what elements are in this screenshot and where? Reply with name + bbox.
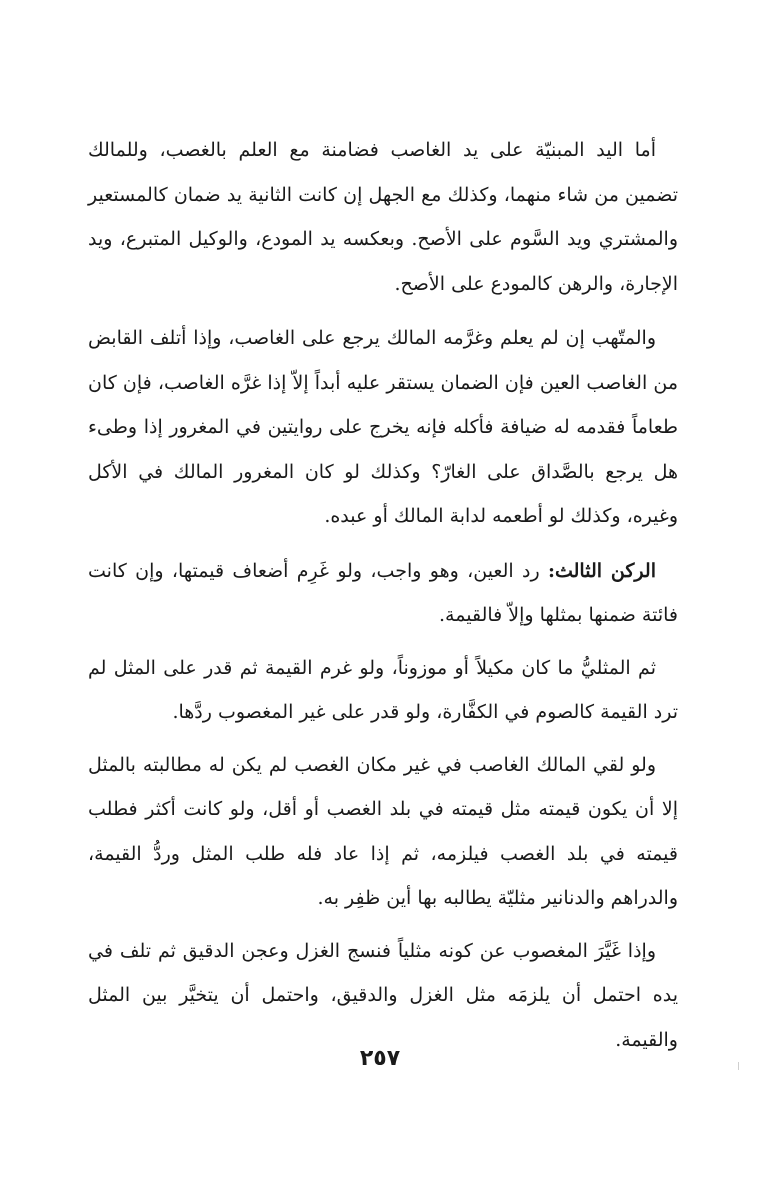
paragraph-1 (88, 128, 678, 306)
paragraph-1-text: أما اليد المبنيّة على يد الغاصب فضامنة مع العلم بالغصب، وللمالك تضمين من شاء منهما، وكذلك مع الجهل إن كانت الثانية يد ضمان كالمستعير والمشتري ويد السَّوم على الأصح. وبعكسه يد المودع، والوكيل المتبرع، ويد الإجارة، والرهن كالمودع على الأصح. (88, 139, 678, 295)
paragraph-2 (88, 316, 678, 539)
paragraph-4-text: ثم المثليُّ ما كان مكيلاً أو موزوناً، ولو غرم القيمة ثم قدر على المثل لم ترد القيمة كالصوم في الكفَّارة، ولو قدر على غير المغصوب ردَّها. (88, 656, 678, 723)
paragraph-3-text: رد العين، وهو واجب، ولو غَرِم أضعاف قيمتها، وإن كانت فائتة ضمنها بمثلها وإلاّ فالقيمة. (88, 559, 678, 626)
paragraph-3 (88, 549, 678, 638)
margin-mark (738, 1062, 739, 1070)
paragraph-6 (88, 929, 678, 1063)
paragraph-2-text: والمتّهب إن لم يعلم وغرَّمه المالك يرجع على الغاصب، وإذا أتلف القابض من الغاصب العين فإن الضمان يستقر عليه أبداً إلاّ إذا غرَّه الغاصب، فإن كان طعاماً فقدمه له ضيافة فأكله فإنه يخرج على روايتين في المغرور إذا وطىء هل يرجع بالصَّداق على الغارّ؟ وكذلك لو كان المغرور المالك في الأكل وغيره، وكذلك لو أطعمه لدابة المالك أو عبده. (88, 327, 678, 527)
paragraph-5 (88, 743, 678, 921)
page-number: ٢٥٧ (359, 1046, 401, 1071)
paragraph-4 (88, 646, 678, 735)
paragraph-5-text: ولو لقي المالك الغاصب في غير مكان الغصب لم يكن له مطالبته بالمثل إلا أن يكون قيمته مثل قيمته في بلد الغصب أو أقل، ولو كانت أكثر فطلب قيمته في بلد الغصب فيلزمه، ثم إذا عاد فله طلب المثل وردُّ القيمة، والدراهم والدنانير مثليّة يطالبه بها أين ظفِر به. (88, 753, 678, 909)
paragraph-6-text: وإذا غَيَّرَ المغصوب عن كونه مثلياً فنسج الغزل وعجن الدقيق ثم تلف في يده احتمل أن يلزمَه مثل الغزل والدقيق، واحتمل أن يتخيَّر بين المثل والقيمة. (88, 939, 678, 1051)
section-lead: الركن الثالث: (547, 559, 656, 582)
page-body (88, 128, 678, 1070)
